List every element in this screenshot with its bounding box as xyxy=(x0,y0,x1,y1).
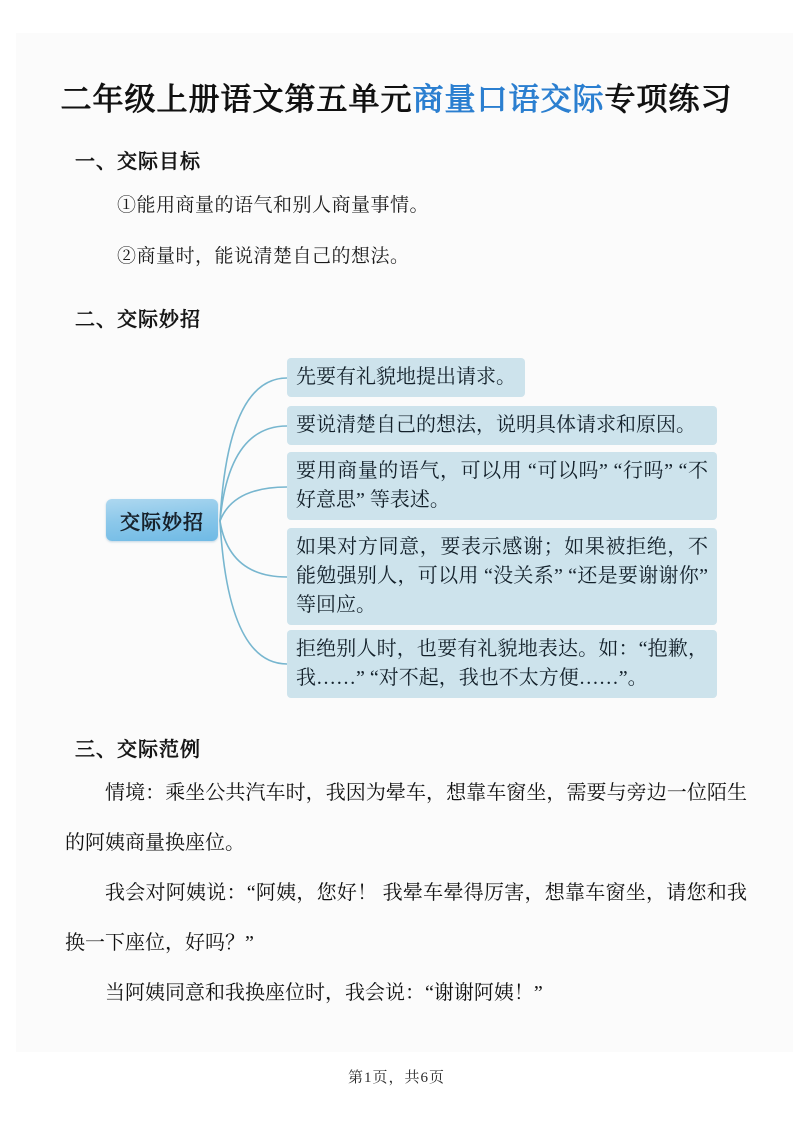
tip-box-3: 要用商量的语气，可以用 “可以吗” “行吗” “不好意思” 等表述。 xyxy=(287,452,717,520)
section-heading-example: 三、交际范例 xyxy=(75,739,201,761)
section-heading-tips: 二、交际妙招 xyxy=(75,309,201,331)
example-paragraph-1: 情境：乘坐公共汽车时，我因为晕车，想靠车窗坐，需要与旁边一位陌生的阿姨商量换座位。 xyxy=(65,782,747,854)
title-highlight: 商量口语交际 xyxy=(412,82,605,117)
page-number-indicator: 第1页，共6页 xyxy=(347,1070,445,1086)
tips-mindmap xyxy=(100,350,740,710)
page-title xyxy=(0,74,793,119)
tip-box-5: 拒绝别人时，也要有礼貌地表达。如：“抱歉，我……” “对不起，我也不太方便……”。 xyxy=(287,630,717,698)
mindmap-root-node: 交际妙招 xyxy=(106,499,218,541)
title-suffix: 专项练习 xyxy=(604,82,733,117)
tip-box-4: 如果对方同意，要表示感谢；如果被拒绝，不能勉强别人，可以用 “没关系” “还是要谢谢你” 等回应。 xyxy=(287,528,717,625)
goal-item-2: ②商量时，能说清楚自己的想法。 xyxy=(117,246,410,267)
example-paragraphs xyxy=(65,768,747,1018)
goal-item-1: ①能用商量的语气和别人商量事情。 xyxy=(117,195,430,216)
title-prefix: 二年级上册语文第五单元 xyxy=(60,82,413,117)
tip-box-2: 要说清楚自己的想法，说明具体请求和原因。 xyxy=(287,406,717,445)
example-paragraph-2: 我会对阿姨说：“阿姨，您好！ 我晕车晕得厉害，想靠车窗坐，请您和我换一下座位，好吗？” xyxy=(65,882,747,954)
example-paragraph-3: 当阿姨同意和我换座位时，我会说：“谢谢阿姨！” xyxy=(105,982,543,1004)
tip-box-1: 先要有礼貌地提出请求。 xyxy=(287,358,525,397)
section-heading-goals: 一、交际目标 xyxy=(75,151,201,173)
